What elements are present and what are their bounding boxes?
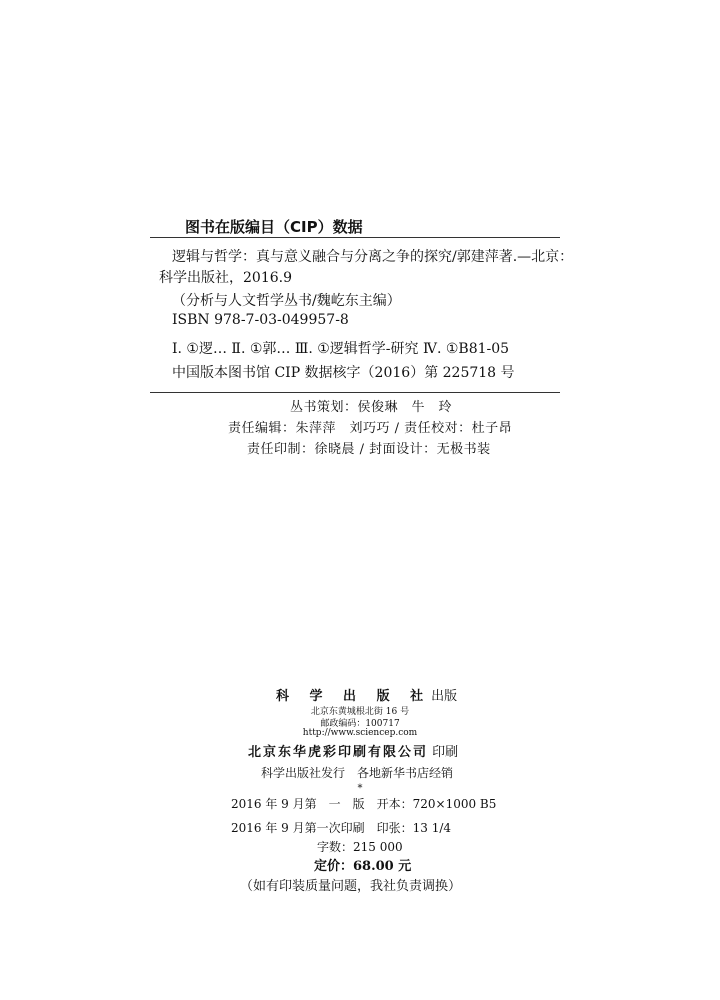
series-planning-credit: 丛书策划：侯俊琳 牛 玲: [290, 400, 453, 415]
editors-credit: 责任编辑：朱萍萍 刘巧巧 / 责任校对：杜子昂: [228, 421, 513, 436]
cip-heading: 图书在版编目（CIP）数据: [185, 218, 363, 236]
publisher-website: http://www.sciencep.com: [302, 728, 418, 738]
distribution-line: 科学出版社发行 各地新华书店经销: [261, 766, 454, 780]
publisher-address: 北京东黄城根北街 16 号: [310, 707, 410, 717]
printer-suffix: 印刷: [432, 745, 459, 760]
printing-line: 2016 年 9 月第一次印刷 印张：13 1/4: [231, 821, 452, 835]
publisher-name: 科 学 出 版 社: [276, 689, 432, 704]
separator-asterisk: *: [357, 783, 363, 794]
quality-notice: （如有印装质量问题，我社负责调换）: [240, 879, 462, 894]
publisher-line: [276, 685, 457, 704]
cip-classification: Ⅰ. ①逻… Ⅱ. ①郭… Ⅲ. ①逻辑哲学-研究 Ⅳ. ①B81-05: [172, 341, 510, 357]
publisher-suffix: 出版: [431, 689, 458, 704]
cip-series-line: （分析与人文哲学丛书/魏屹东主编）: [172, 293, 401, 309]
cip-title-line: 逻辑与哲学：真与意义融合与分离之争的探究/郭建萍著.—北京：: [172, 249, 574, 265]
cip-isbn: ISBN 978-7-03-049957-8: [172, 312, 349, 328]
cip-record-number: 中国版本图书馆 CIP 数据核字（2016）第 225718 号: [172, 365, 515, 381]
word-count: 字数：215 000: [317, 840, 403, 854]
printer-line: [248, 741, 458, 760]
publisher-postcode: 邮政编码：100717: [320, 719, 400, 729]
production-credit: 责任印制：徐晓晨 / 封面设计：无极书装: [247, 442, 491, 457]
printer-name: 北京东华虎彩印刷有限公司: [248, 745, 429, 760]
edition-line: 2016 年 9 月第 一 版 开本：720×1000 B5: [231, 797, 497, 811]
cip-bottom-rule: [150, 392, 560, 393]
price: 定价：68.00 元: [314, 859, 412, 874]
cip-publisher-line: 科学出版社，2016.9: [159, 270, 292, 286]
cip-top-rule: [150, 237, 560, 238]
